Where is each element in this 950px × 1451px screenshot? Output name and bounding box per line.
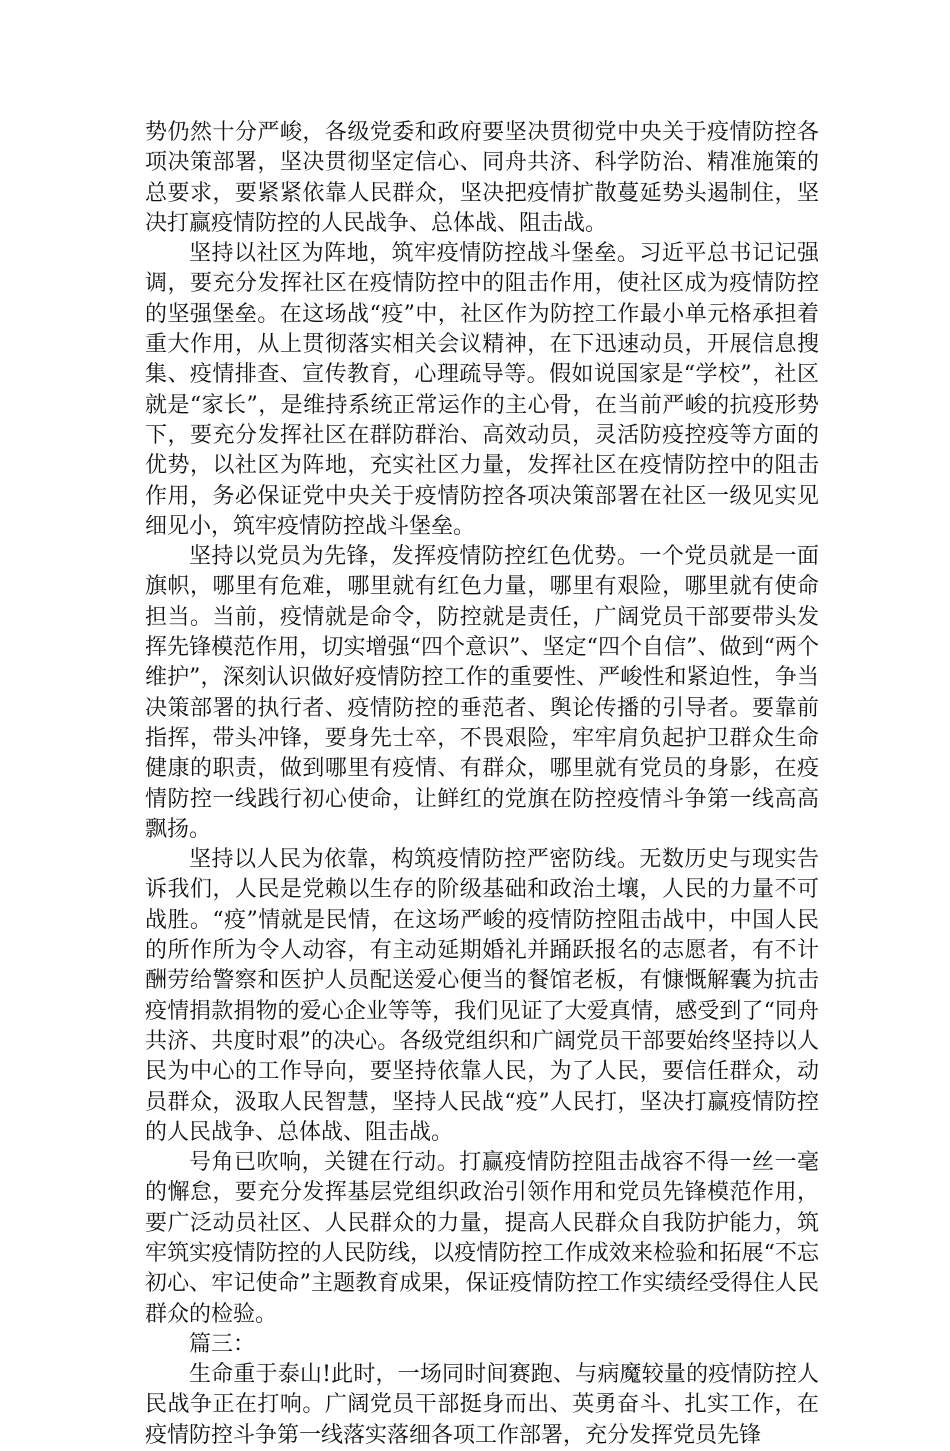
- paragraph-3: 坚持以党员为先锋，发挥疫情防控红色优势。一个党员就是一面旗帜，哪里有危难，哪里就有红色力量，哪里有艰险，哪里就有使命担当。当前，疫情就是命令，防控就是责任，广阔党员干部要带头发挥先锋模范作用，切实增强“四个意识”、坚定“四个自信”、做到“两个维护”，深刻认识做好疫情防控工作的重要性、严峻性和紧迫性，争当决策部署的执行者、疫情防控的垂范者、舆论传播的引导者。要靠前指挥，带头冲锋，要身先士卒，不畏艰险，牢牢肩负起护卫群众生命健康的职责，做到哪里有疫情、有群众，哪里就有党员的身影，在疫情防控一线践行初心使命，让鲜红的党旗在防控疫情斗争第一线高高飘扬。: [145, 544, 819, 842]
- paragraph-1: 势仍然十分严峻，各级党委和政府要坚决贯彻党中央关于疫情防控各项决策部署，坚决贯彻坚定信心、同舟共济、科学防治、精准施策的总要求，要紧紧依靠人民群众，坚决把疫情扩散蔓延势头遏制住，坚决打赢疫情防控的人民战争、总体战、阻击战。: [145, 120, 819, 236]
- paragraph-4: 坚持以人民为依靠，构筑疫情防控严密防线。无数历史与现实告诉我们，人民是党赖以生存的阶级基础和政治土壤，人民的力量不可战胜。“疫”情就是民情，在这场严峻的疫情防控阻击战中，中国人民的所作所为令人动容，有主动延期婚礼并踊跃报名的志愿者，有不计酬劳给警察和医护人员配送爱心便当的餐馆老板，有慷慨解囊为抗击疫情捐款捐物的爱心企业等等，我们见证了大爱真情，感受到了“同舟共济、共度时艰”的决心。各级党组织和广阔党员干部要始终坚持以人民为中心的工作导向，要坚持依靠人民，为了人民，要信任群众，动员群众，汲取人民智慧，坚持人民战“疫”人民打，坚决打赢疫情防控的人民战争、总体战、阻击战。: [145, 847, 819, 1145]
- paragraph-2: 坚持以社区为阵地，筑牢疫情防控战斗堡垒。习近平总书记记强调，要充分发挥社区在疫情防控中的阻击作用，使社区成为疫情防控的坚强堡垒。在这场战“疫”中，社区作为防控工作最小单元格承担着重大作用，从上贯彻落实相关会议精神，在下迅速动员，开展信息搜集、疫情排查、宣传教育，心理疏导等。假如说国家是“学校”，社区就是“家长”，是维持系统正常运作的主心骨，在当前严峻的抗疫形势下，要充分发挥社区在群防群治、高效动员，灵活防疫控疫等方面的优势，以社区为阵地，充实社区力量，发挥社区在疫情防控中的阻击作用，务必保证党中央关于疫情防控各项决策部署在社区一级见实见细见小，筑牢疫情防控战斗堡垒。: [145, 241, 819, 539]
- document-page: [145, 118, 819, 1451]
- paragraph-6: 生命重于泰山!此时，一场同时间赛跑、与病魔较量的疫情防控人民战争正在打响。广阔党员干部挺身而出、英勇奋斗、扎实工作，在疫情防控斗争第一线落实落细各项工作部署，充分发挥党员先锋: [145, 1362, 819, 1448]
- section-heading: 篇三：: [189, 1331, 256, 1357]
- paragraph-5: 号角已吹响，关键在行动。打赢疫情防控阻击战容不得一丝一毫的懈怠，要充分发挥基层党组织政治引领作用和党员先锋模范作用，要广泛动员社区、人民群众的力量，提高人民群众自我防护能力，筑牢筑实疫情防控的人民防线，以疫情防控工作成效来检验和拓展“不忘初心、牢记使命”主题教育成果，保证疫情防控工作实绩经受得住人民群众的检验。: [145, 1150, 819, 1327]
